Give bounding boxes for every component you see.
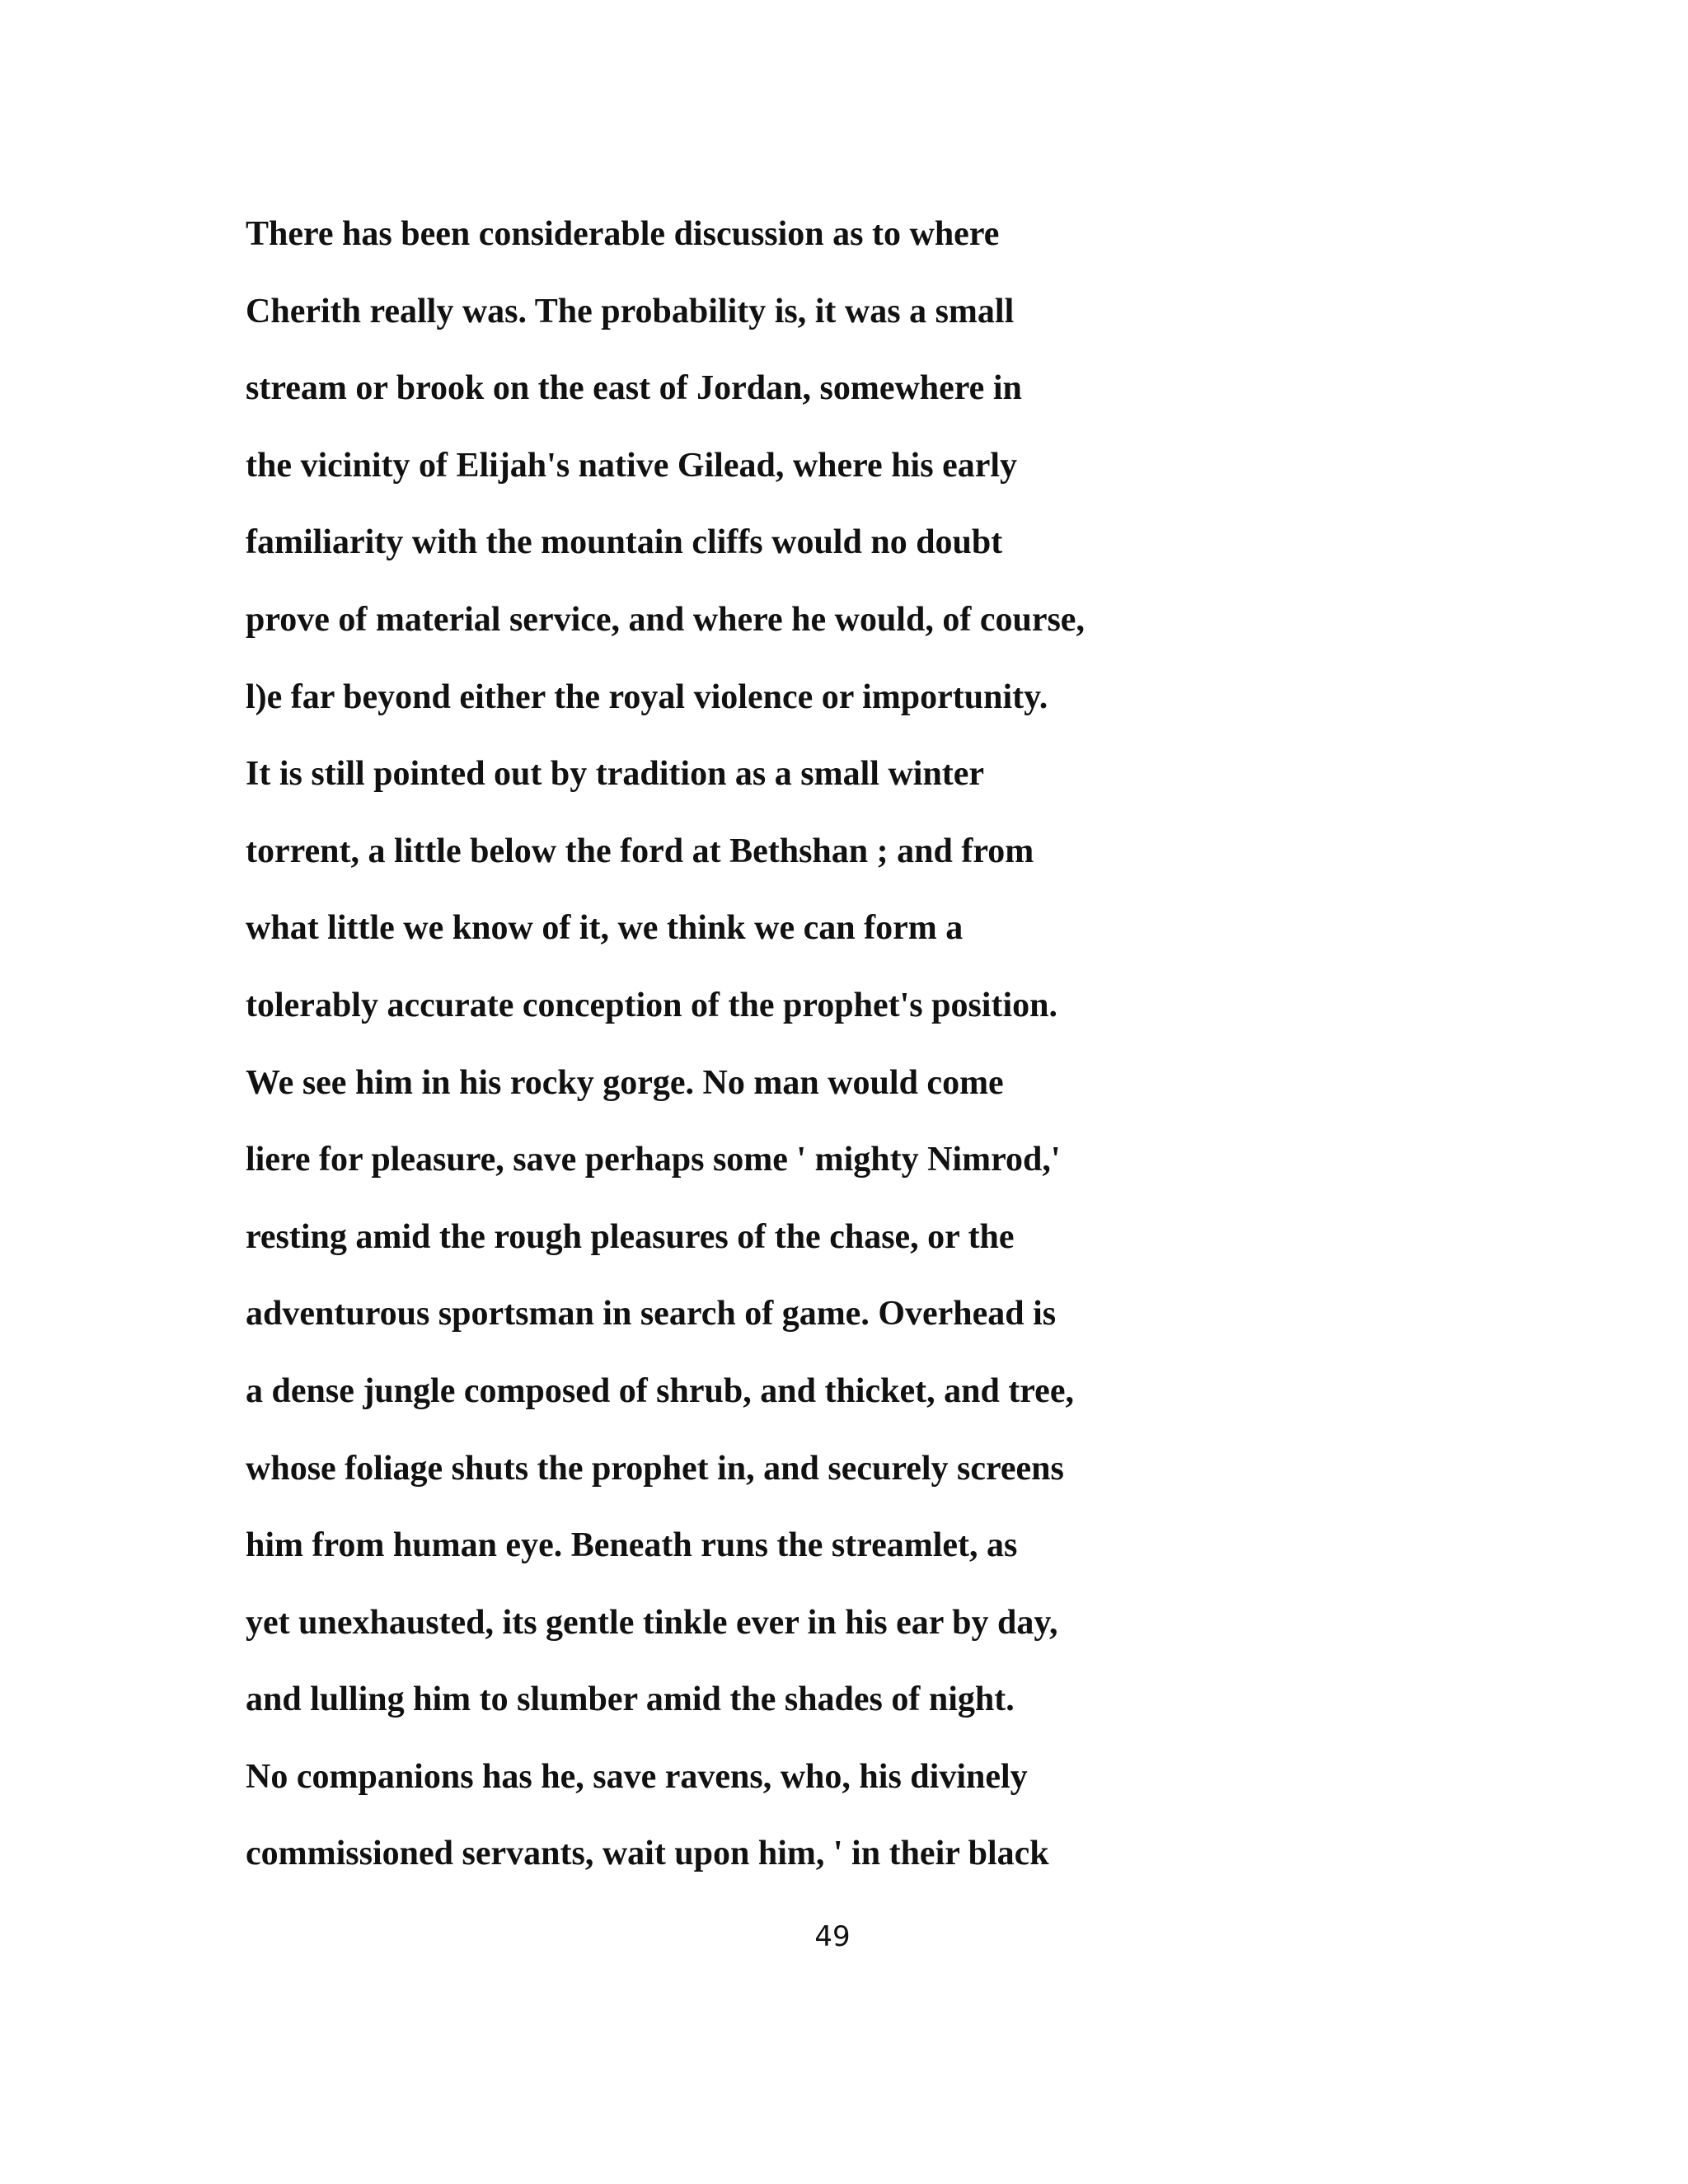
page-number: 49 <box>814 1920 851 1953</box>
text-line: adventurous sportsman in search of game. Overhead is <box>246 1295 1057 1333</box>
text-line: liere for pleasure, save perhaps some ' mighty Nimrod,' <box>246 1141 1061 1179</box>
body-text <box>246 196 1597 1893</box>
text-line: No companions has he, save ravens, who, his divinely <box>246 1757 1028 1796</box>
text-line: Cherith really was. The probability is, it was a small <box>246 292 1015 330</box>
text-line: whose foliage shuts the prophet in, and securely screens <box>246 1449 1064 1488</box>
text-line: a dense jungle composed of shrub, and thicket, and tree, <box>246 1371 1074 1410</box>
text-line: We see him in his rocky gorge. No man would come <box>246 1063 1004 1102</box>
text-line: what little we know of it, we think we can form a <box>246 909 964 948</box>
text-line: familiarity with the mountain cliffs would no doubt <box>246 523 1003 562</box>
text-line: prove of material service, and where he would, of course, <box>246 600 1085 639</box>
text-line: yet unexhausted, its gentle tinkle ever in his ear by day, <box>246 1603 1058 1642</box>
text-line: l)e far beyond either the royal violence or importunity. <box>246 677 1048 716</box>
text-line: resting amid the rough pleasures of the chase, or the <box>246 1217 1015 1256</box>
text-line: him from human eye. Beneath runs the streamlet, as <box>246 1526 1018 1565</box>
text-line: torrent, a little below the ford at Bethshan ; and from <box>246 832 1034 870</box>
text-line: There has been considerable discussion as to where <box>246 215 1000 253</box>
text-line: the vicinity of Elijah's native Gilead, where his early <box>246 446 1018 485</box>
text-line: and lulling him to slumber amid the shades of night. <box>246 1680 1015 1719</box>
text-line: commissioned servants, wait upon him, ' in their black <box>246 1835 1049 1873</box>
text-line: tolerably accurate conception of the prophet's position. <box>246 986 1057 1024</box>
text-line: It is still pointed out by tradition as a small winter <box>246 755 985 794</box>
text-line: stream or brook on the east of Jordan, somewhere in <box>246 369 1022 408</box>
